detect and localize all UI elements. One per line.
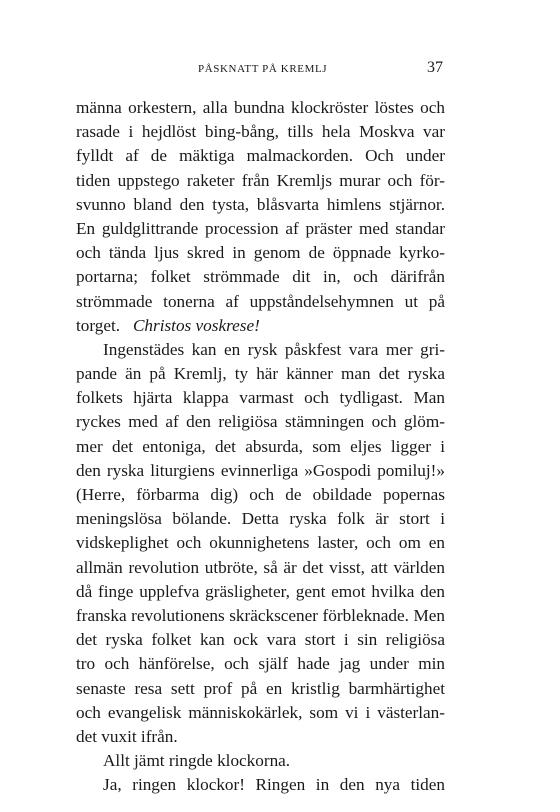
text-plain: torget. — [76, 315, 121, 335]
text-line: folkets hjärta klappa varmast och tydligast. Man — [76, 388, 445, 408]
text-line: då finge upplefva gräsligheter, gent emot hvilka den — [76, 581, 445, 601]
text-line-paragraph: Allt jämt ringde klockorna. — [103, 751, 291, 771]
body-text — [76, 96, 445, 797]
text-line: tiden uppstego raketer från Kremljs murar och för- — [76, 170, 445, 190]
text-line-paragraph-end — [76, 314, 445, 338]
text-line: senaste resa sett prof på en kristlig barmhärtighet — [76, 678, 445, 698]
text-line: ryckes med af den religiösa stämningen och glöm- — [76, 412, 445, 432]
text-line: pande än på Kremlj, ty här känner man det ryska — [76, 364, 445, 384]
text-line: männa orkestern, alla bundna klockröster löstes och — [76, 98, 445, 117]
text-line-paragraph-end: det vuxit ifrån. — [76, 726, 178, 746]
text-line: portarna; folket strömmade dit in, och därifrån — [76, 267, 445, 287]
text-line-paragraph-start: Ingenstädes kan en rysk påskfest vara mer gri- — [103, 339, 445, 359]
text-line: det ryska folket kan ock vara stort i sin religiösa — [76, 630, 445, 650]
text-line: fylldt af de mäktiga malmackorden. Och under — [76, 146, 445, 166]
text-line: En guldglittrande procession af präster med standar — [76, 218, 445, 238]
text-line: tro och hänförelse, och själf hade jag under min — [76, 654, 445, 674]
text-line: den ryska liturgiens evinnerliga »Gospodi pomiluj!» — [76, 460, 445, 480]
text-line: mer det entoniga, det absurda, som eljes ligger i — [76, 436, 445, 456]
text-line: strömmade tonerna af uppståndelsehymnen ut på — [76, 291, 445, 311]
text-line: (Herre, förbarma dig) och de obildade popernas — [76, 485, 445, 504]
text-line: franska revolutionens skräckscener förbleknade. Men — [76, 605, 445, 625]
text-line-paragraph-start: Ja, ringen klockor! Ringen in den nya tiden — [103, 775, 445, 795]
text-line: vidskeplighet och okunnighetens laster, och om en — [76, 533, 445, 553]
text-line: svunno bland den tysta, blåsvarta himlens stjärnor. — [76, 194, 445, 214]
text-line: och evangelisk människokärlek, som vi i västerlan- — [76, 702, 445, 722]
text-line: rasade i hejdlöst bing-bång, tills hela Moskva var — [76, 122, 445, 142]
page-number: 37 — [427, 59, 443, 76]
text-line: och tända ljus skred in genom de öppnade kyrko- — [76, 243, 445, 263]
text-line: meningslösa bölande. Detta ryska folk är stort i — [76, 509, 445, 529]
running-title: PÅSKNATT PÅ KREMLJ — [198, 63, 328, 75]
text-italic-phrase: Christos voskrese! — [132, 315, 260, 335]
text-line: allmän revolution utbröte, så är det visst, att världen — [76, 557, 445, 577]
